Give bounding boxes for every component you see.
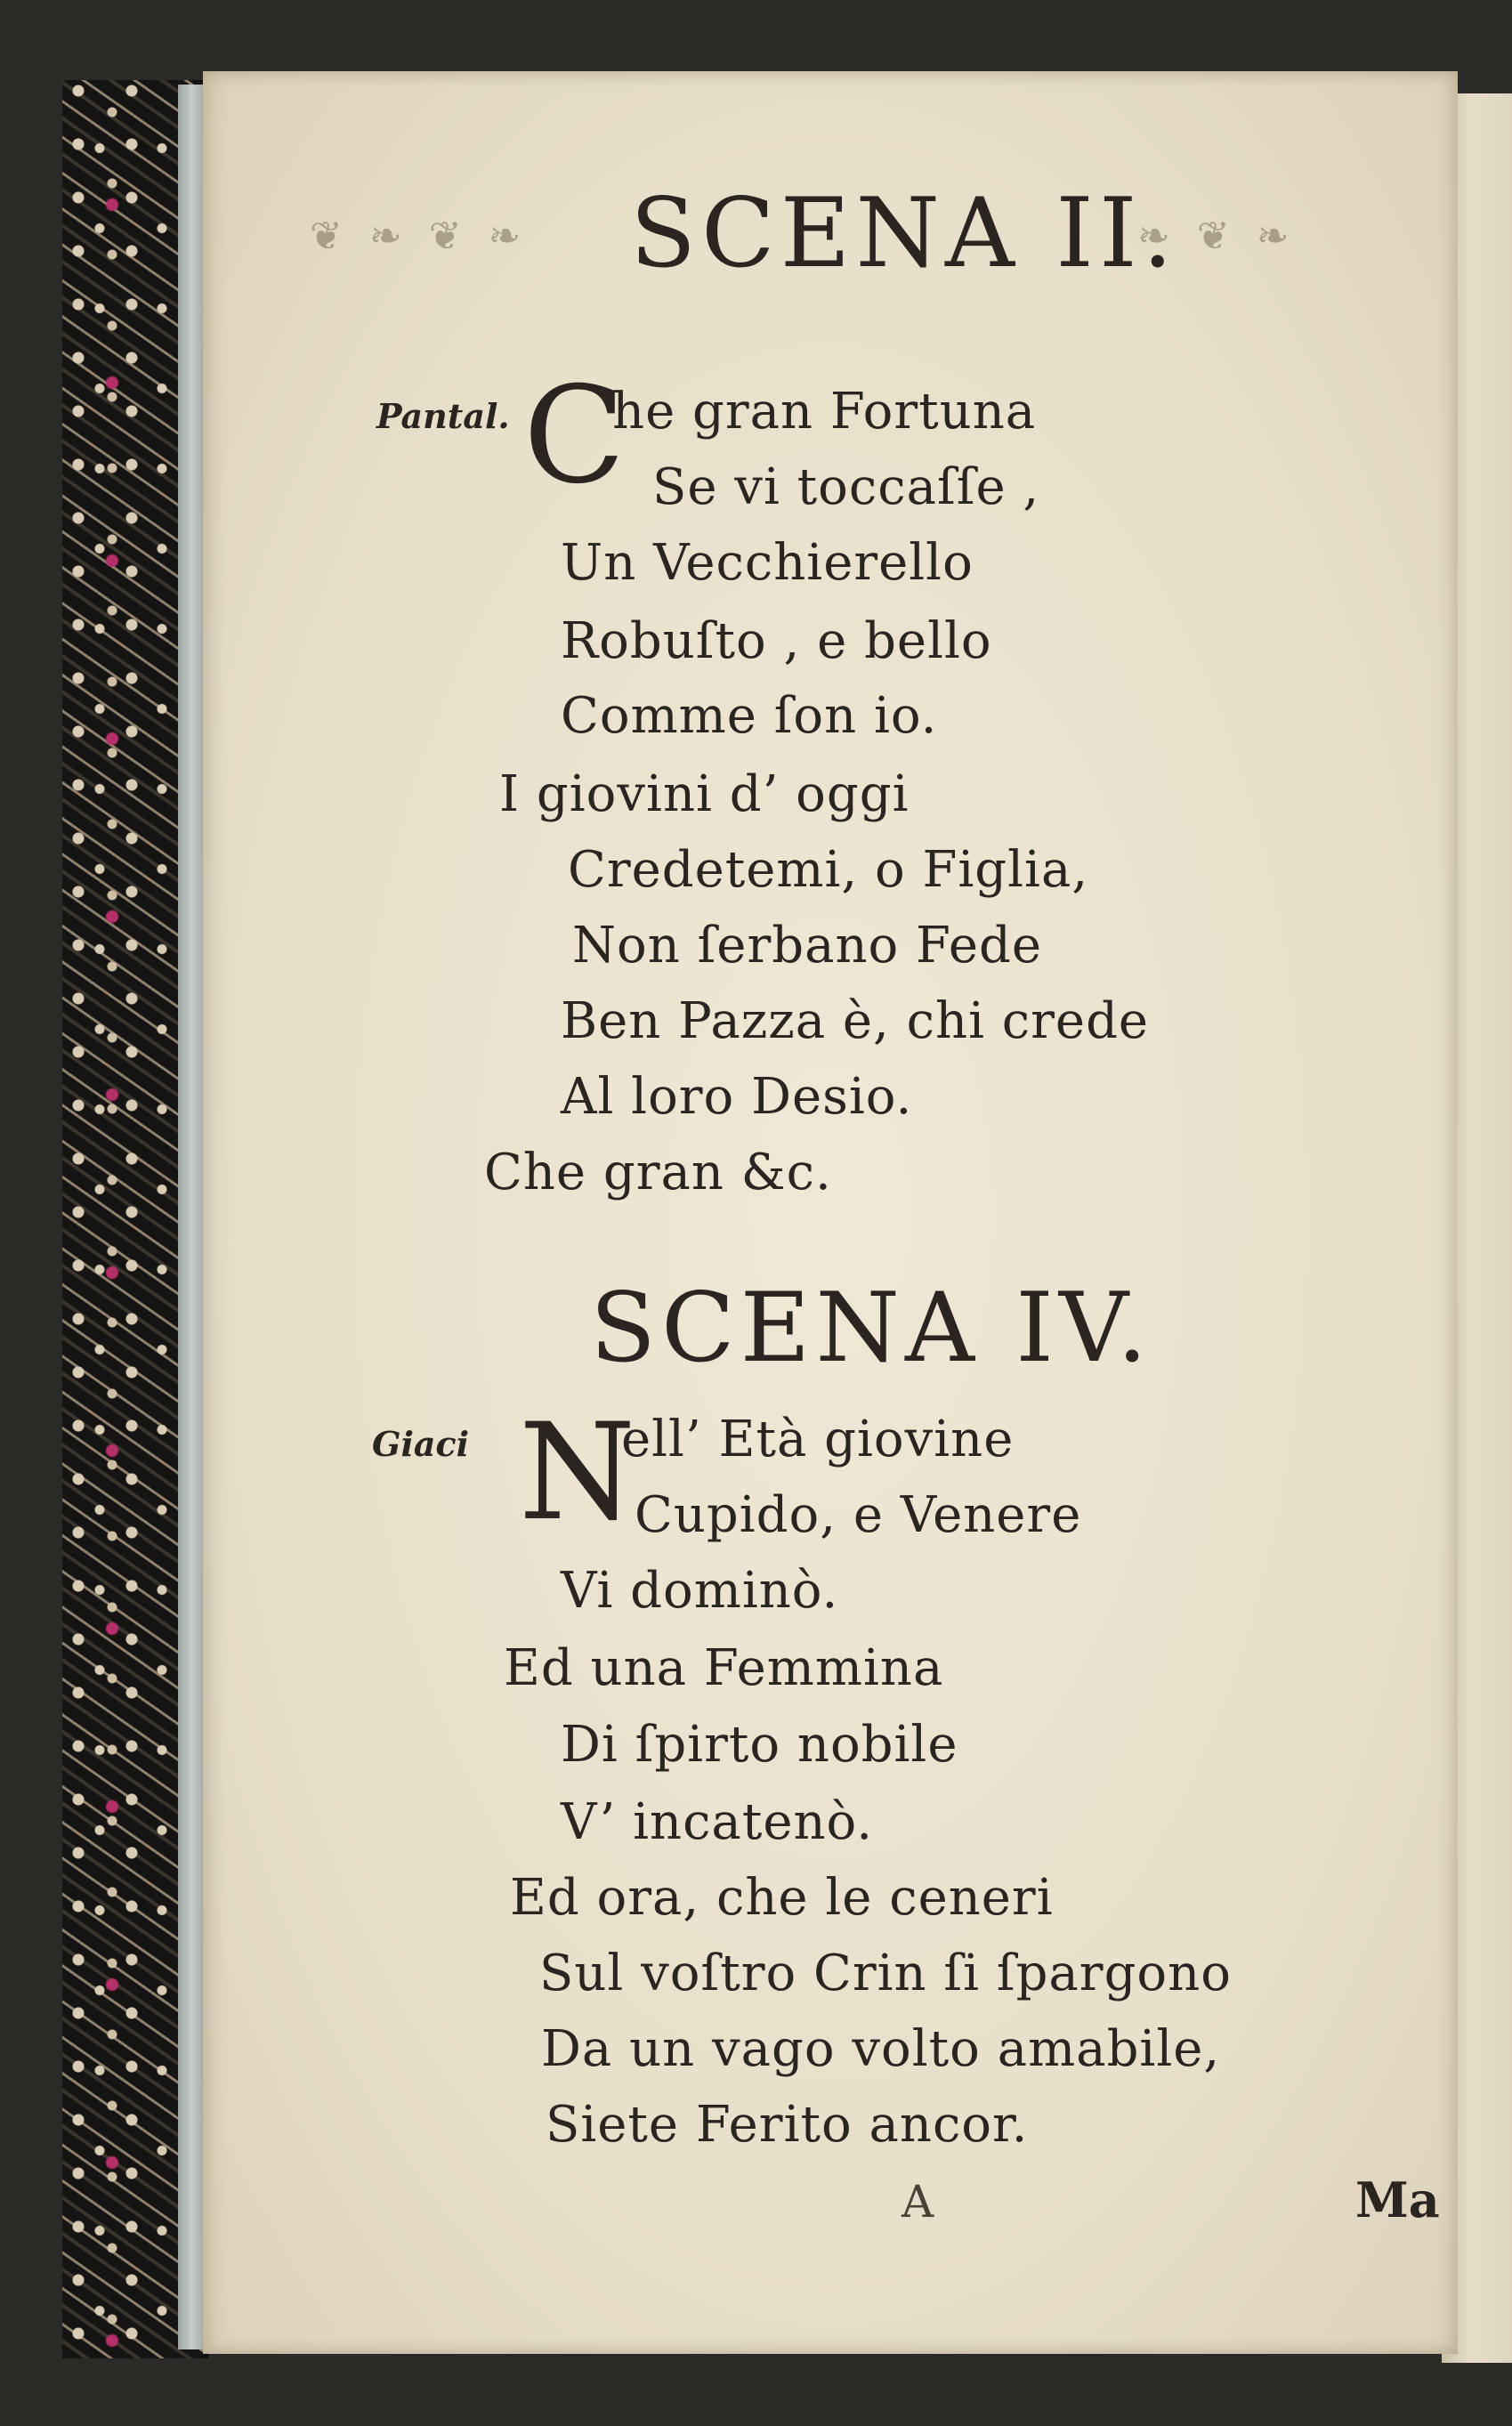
verse-line: he gran Fortuna	[612, 383, 1037, 441]
book-page	[203, 71, 1458, 2354]
speaker-label: Giaci	[372, 1424, 470, 1464]
verse-line: Robuſto , e bello	[561, 612, 992, 670]
page-edges	[178, 85, 205, 2349]
verse-line: Comme ſon io.	[561, 687, 938, 745]
verse-line: Di ſpirto nobile	[561, 1716, 958, 1774]
verse-line: Siete Ferito ancor.	[546, 2096, 1029, 2154]
ornament-band: ❧ ❦ ❧	[1137, 214, 1297, 259]
verse-line: Un Vecchierello	[561, 534, 974, 592]
verse-line: Da un vago volto amabile,	[541, 2020, 1221, 2078]
verse-line: Che gran &c.	[484, 1144, 832, 1201]
scene-heading: SCENA II.	[630, 178, 1178, 289]
verse-line: V’ incatenò.	[561, 1793, 874, 1851]
verse-line: Ed una Femmina	[504, 1639, 944, 1697]
verse-line: I giovini d’ oggi	[499, 765, 910, 823]
verse-line: Al loro Desio.	[561, 1068, 913, 1126]
verse-line: Sul voſtro Crin ſi ſpargono	[539, 1945, 1232, 2002]
verse-line: Ben Pazza è, chi crede	[561, 992, 1150, 1050]
verse-line: Se vi toccaſſe ,	[652, 458, 1040, 516]
verse-line: Non ſerbano Fede	[572, 917, 1042, 974]
verse-line: Cupido, e Venere	[635, 1486, 1082, 1544]
speaker-label: Pantal.	[376, 396, 510, 436]
verse-line: ell’ Età giovine	[621, 1411, 1015, 1468]
verse-line: Ed ora, che le ceneri	[510, 1869, 1054, 1927]
drop-capital: N	[519, 1395, 636, 1550]
scene-heading: SCENA IV.	[590, 1273, 1153, 1384]
catchword: Ma	[1355, 2171, 1440, 2228]
verse-line: Credetemi, o Figlia,	[568, 841, 1089, 899]
drop-capital: C	[523, 359, 626, 514]
verse-line: Vi dominò.	[561, 1562, 839, 1620]
signature-mark: A	[902, 2176, 934, 2228]
ornament-band: ❦ ❧ ❦ ❧	[310, 214, 529, 259]
